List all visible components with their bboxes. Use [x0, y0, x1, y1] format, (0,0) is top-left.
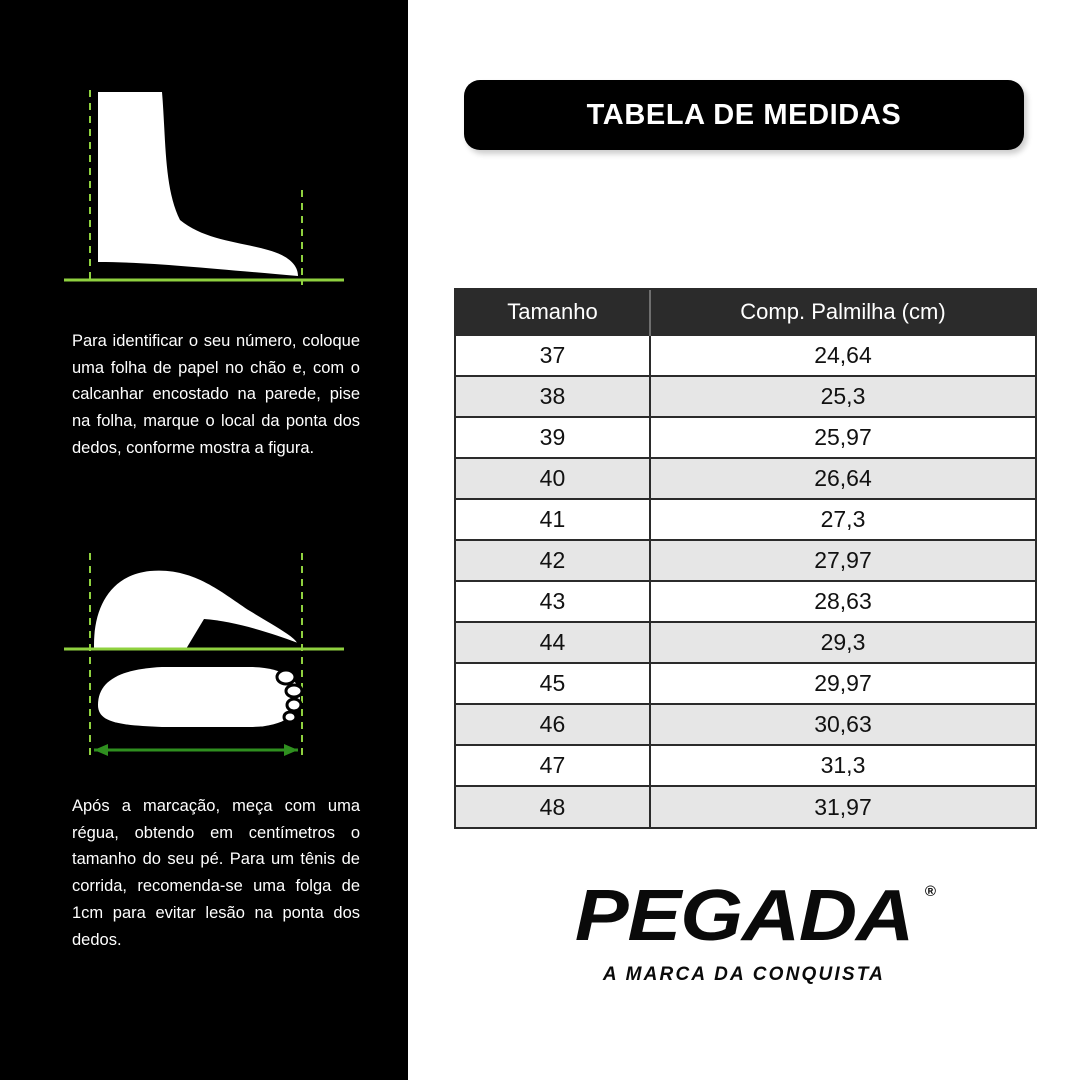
instruction-paragraph-2: Após a marcação, meça com uma régua, obtendo em centímetros o tamanho do seu pé. Para um tênis de corrida, recomenda-se uma folga de 1cm para evitar lesão na ponta dos dedos.: [72, 797, 360, 949]
size-table-container: [454, 288, 1037, 829]
cell-length: 30,63: [650, 704, 1035, 745]
column-header-size: Tamanho: [456, 290, 650, 335]
cell-length: 26,64: [650, 458, 1035, 499]
page-title-text: TABELA DE MEDIDAS: [586, 98, 902, 131]
cell-length: 25,97: [650, 417, 1035, 458]
table-row: [456, 540, 1035, 581]
cell-size: 41: [456, 499, 650, 540]
table-row: [456, 458, 1035, 499]
cell-length: 28,63: [650, 581, 1035, 622]
table-row: [456, 376, 1035, 417]
cell-size: 38: [456, 376, 650, 417]
cell-size: 37: [456, 335, 650, 376]
table-body: [456, 335, 1035, 827]
side-view-foot-diagram: [0, 80, 408, 310]
table-row: [456, 663, 1035, 704]
page-title: [464, 80, 1024, 150]
table-row: [456, 622, 1035, 663]
brand-name-text: PEGADA: [574, 876, 914, 956]
left-instructions-panel: [0, 0, 408, 1080]
cell-size: 44: [456, 622, 650, 663]
table-row: [456, 745, 1035, 786]
cell-size: 47: [456, 745, 650, 786]
table-row: [456, 417, 1035, 458]
table-row: [456, 704, 1035, 745]
table-row: [456, 581, 1035, 622]
table-header-row: [456, 290, 1035, 335]
registered-trademark-icon: ®: [924, 883, 935, 900]
cell-size: 40: [456, 458, 650, 499]
cell-length: 24,64: [650, 335, 1035, 376]
cell-size: 42: [456, 540, 650, 581]
cell-length: 27,97: [650, 540, 1035, 581]
brand-logo: [408, 876, 1080, 986]
cell-size: 45: [456, 663, 650, 704]
instruction-paragraph-1: Para identificar o seu número, coloque uma folha de papel no chão e, com o calcanhar encostado na parede, pise na folha, marque o local da ponta dos dedos, conforme mostra a figura.: [72, 332, 360, 457]
table-row: [456, 335, 1035, 376]
cell-length: 27,3: [650, 499, 1035, 540]
cell-size: 48: [456, 786, 650, 827]
cell-size: 39: [456, 417, 650, 458]
brand-tagline: A MARCA DA CONQUISTA: [602, 964, 886, 985]
size-table: [456, 290, 1035, 827]
cell-length: 31,97: [650, 786, 1035, 827]
column-header-insole-length: Comp. Palmilha (cm): [650, 290, 1035, 335]
cell-size: 43: [456, 581, 650, 622]
cell-length: 31,3: [650, 745, 1035, 786]
cell-size: 46: [456, 704, 650, 745]
top-view-foot-diagram: [0, 545, 408, 785]
brand-name: [574, 876, 935, 956]
table-row: [456, 499, 1035, 540]
cell-length: 29,97: [650, 663, 1035, 704]
right-table-panel: [408, 0, 1080, 1080]
cell-length: 29,3: [650, 622, 1035, 663]
table-row: [456, 786, 1035, 827]
cell-length: 25,3: [650, 376, 1035, 417]
